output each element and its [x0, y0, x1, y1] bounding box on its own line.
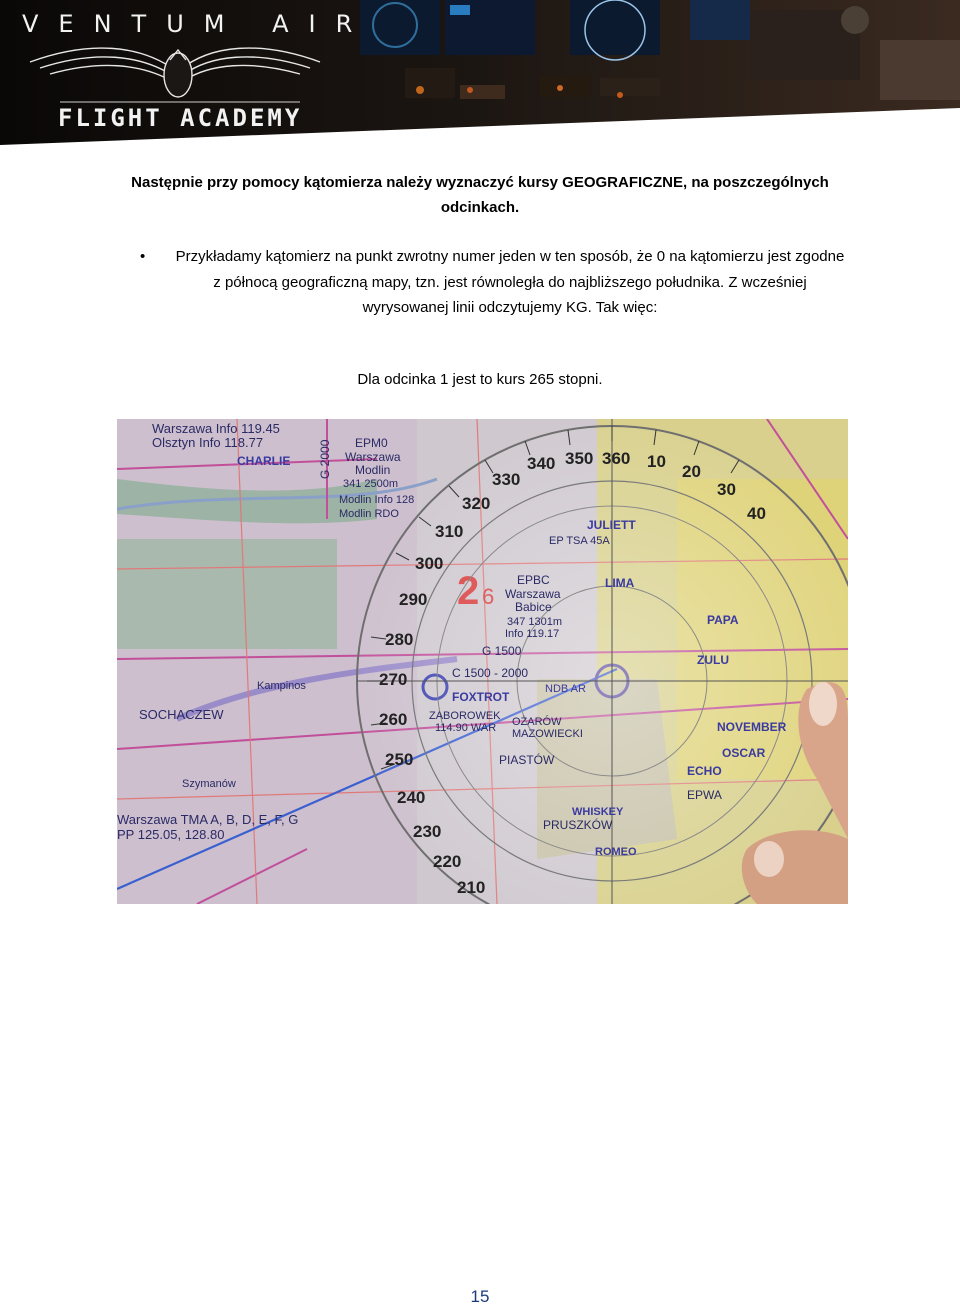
svg-text:40: 40 — [747, 504, 766, 523]
svg-text:20: 20 — [682, 462, 701, 481]
svg-text:EPBC: EPBC — [517, 573, 550, 587]
svg-text:347 1301m: 347 1301m — [507, 616, 563, 628]
svg-text:360: 360 — [602, 449, 631, 468]
svg-text:EP TSA 45A: EP TSA 45A — [549, 535, 610, 547]
svg-text:C 1500 - 2000: C 1500 - 2000 — [452, 666, 529, 680]
svg-text:30: 30 — [717, 480, 736, 499]
svg-text:Warszawa Info 119.45: Warszawa Info 119.45 — [152, 421, 280, 436]
svg-text:250: 250 — [385, 750, 414, 769]
svg-text:JULIETT: JULIETT — [587, 518, 636, 532]
header-banner — [0, 0, 960, 145]
svg-text:290: 290 — [399, 590, 428, 609]
svg-text:PRUSZKÓW: PRUSZKÓW — [543, 818, 613, 832]
svg-text:NOVEMBER: NOVEMBER — [717, 720, 787, 734]
svg-text:FOXTROT: FOXTROT — [452, 690, 510, 704]
brand-name: VENTUM AIR — [22, 10, 373, 38]
svg-text:Info 119.17: Info 119.17 — [505, 628, 560, 640]
svg-text:ZULU: ZULU — [697, 653, 729, 667]
svg-text:Modlin Info 128: Modlin Info 128 — [339, 494, 415, 506]
svg-text:270: 270 — [379, 670, 408, 689]
svg-text:NDB AR: NDB AR — [545, 683, 586, 695]
svg-text:MAZOWIECKI: MAZOWIECKI — [512, 728, 583, 740]
svg-text:EPWA: EPWA — [687, 788, 722, 802]
svg-text:OŻARÓW: OŻARÓW — [512, 716, 562, 728]
bullet-item — [140, 244, 850, 321]
svg-text:330: 330 — [492, 470, 521, 489]
page-number: 15 — [470, 1287, 490, 1306]
svg-text:PAPA: PAPA — [707, 613, 739, 627]
svg-text:ECHO: ECHO — [687, 764, 722, 778]
svg-text:280: 280 — [385, 630, 414, 649]
protractor-num: 350 — [565, 449, 594, 468]
section-heading: Następnie przy pomocy kątomierza należy wyznaczyć kursy GEOGRAFICZNE, na poszczególnych odcinkach. — [131, 174, 829, 216]
svg-text:CHARLIE: CHARLIE — [237, 454, 291, 468]
svg-text:Szymanów: Szymanów — [182, 778, 236, 790]
svg-text:ZABOROWEK: ZABOROWEK — [429, 710, 501, 722]
svg-text:340: 340 — [527, 454, 556, 473]
svg-text:WHISKEY: WHISKEY — [572, 806, 624, 818]
bullet-symbol: • — [140, 248, 146, 265]
svg-text:EPM0: EPM0 — [355, 436, 388, 450]
svg-text:220: 220 — [433, 852, 462, 871]
svg-text:Warszawa TMA A, B, D, E, F, G: Warszawa TMA A, B, D, E, F, G — [117, 812, 299, 827]
svg-text:SOCHACZEW: SOCHACZEW — [139, 707, 224, 722]
svg-text:320: 320 — [462, 494, 491, 513]
svg-text:260: 260 — [379, 710, 408, 729]
bullet-text: Przykładamy kątomierz na punkt zwrotny numer jeden w ten sposób, że 0 na kątomierzu jest zgodne z północą geograficzną mapy, tzn. jest równoległa do najbliższego południka. Z wcześniej wyrysowanej linii odczytujemy KG. Tak więc: — [175, 248, 845, 316]
svg-text:PIASTÓW: PIASTÓW — [499, 753, 555, 767]
svg-text:Kampinos: Kampinos — [257, 680, 306, 692]
svg-text:341 2500m: 341 2500m — [343, 478, 399, 490]
svg-text:230: 230 — [413, 822, 442, 841]
svg-text:G 1500: G 1500 — [482, 644, 522, 658]
svg-text:240: 240 — [397, 788, 426, 807]
svg-text:Babice: Babice — [515, 600, 552, 614]
svg-text:300: 300 — [415, 554, 444, 573]
svg-text:OSCAR: OSCAR — [722, 746, 766, 760]
svg-text:G 2000: G 2000 — [318, 439, 332, 479]
svg-text:210: 210 — [457, 878, 486, 897]
aeronautical-map — [117, 419, 848, 904]
svg-text:Warszawa: Warszawa — [505, 587, 561, 601]
brand-subtitle: FLIGHT ACADEMY — [58, 104, 303, 132]
svg-text:PP 125.05, 128.80: PP 125.05, 128.80 — [117, 827, 225, 842]
svg-text:Modlin RDO: Modlin RDO — [339, 508, 399, 520]
svg-text:114.90 WAR: 114.90 WAR — [435, 722, 497, 734]
svg-text:Warszawa: Warszawa — [345, 450, 401, 464]
svg-text:LIMA: LIMA — [605, 576, 635, 590]
svg-text:ROMEO: ROMEO — [595, 846, 637, 858]
map-protractor-photo — [117, 419, 848, 904]
result-line: Dla odcinka 1 jest to kurs 265 stopni. — [357, 371, 603, 388]
svg-text:Modlin: Modlin — [355, 463, 391, 477]
svg-text:310: 310 — [435, 522, 464, 541]
svg-text:10: 10 — [647, 452, 666, 471]
svg-text:Olsztyn Info 118.77: Olsztyn Info 118.77 — [152, 435, 264, 450]
